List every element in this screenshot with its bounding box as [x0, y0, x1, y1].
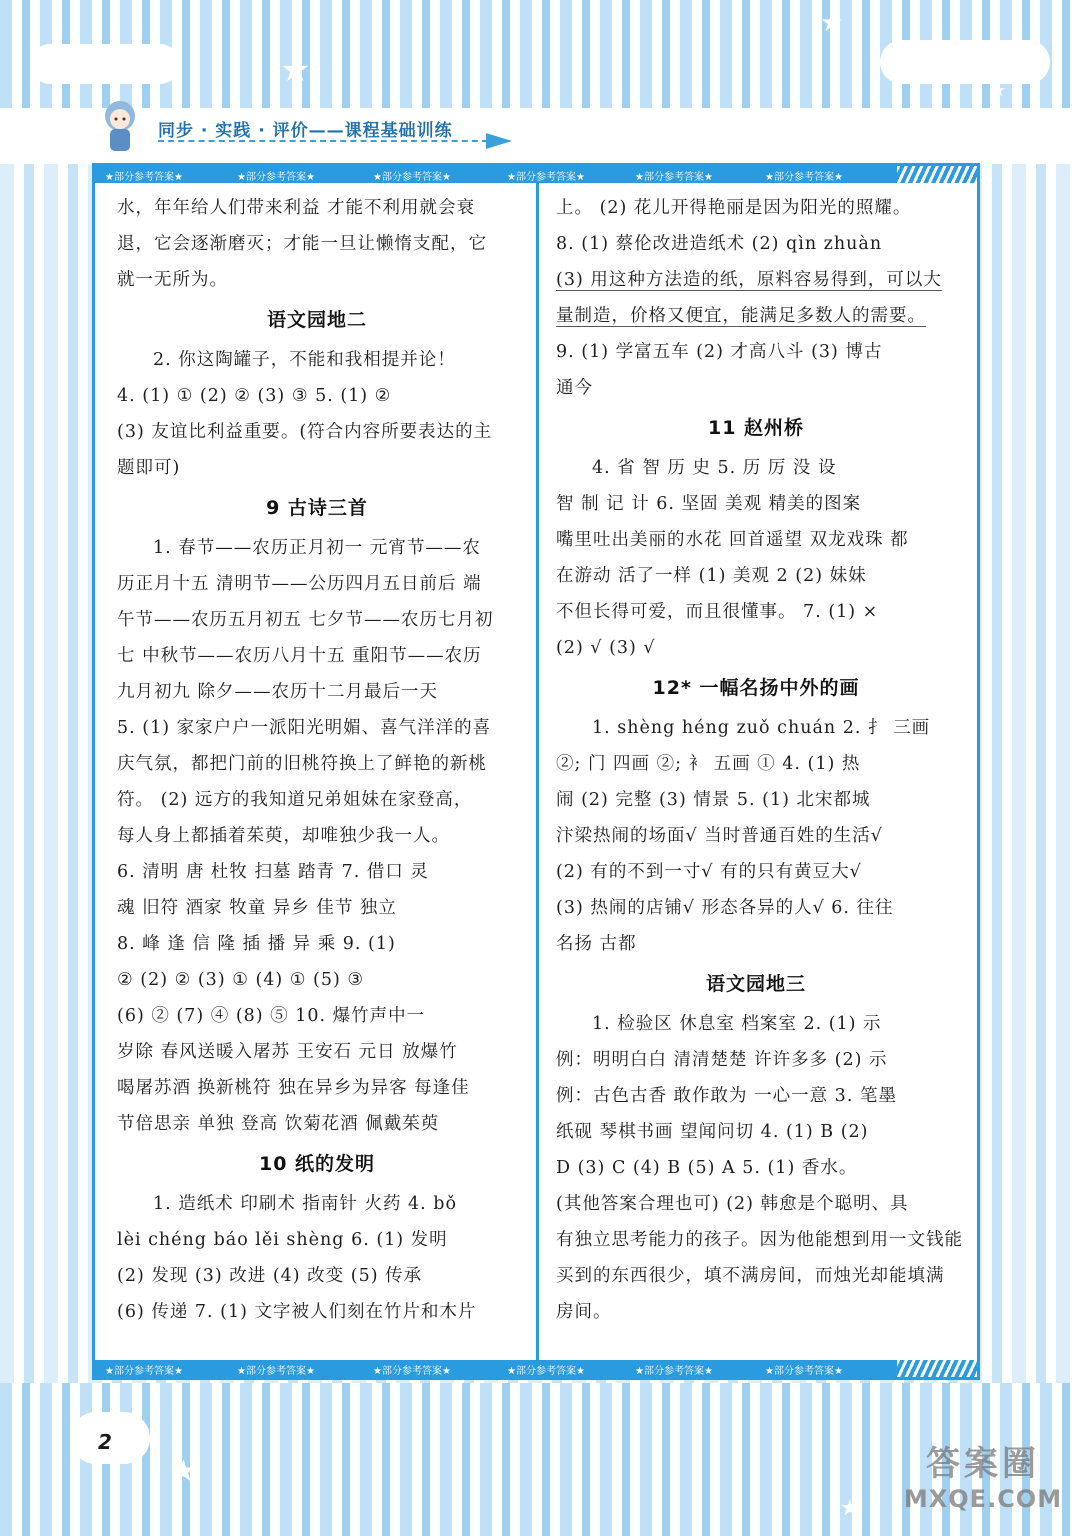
answer-line: 魂 旧符 酒家 牧童 异乡 佳节 独立 — [117, 898, 397, 918]
answer-line: 在游动 活了一样 (1) 美观 2 (2) 妹妹 — [556, 566, 867, 586]
answer-line: 九月初九 除夕——农历十二月最后一天 — [117, 682, 439, 702]
band-label: ★部分参考答案★ — [765, 1366, 843, 1377]
right-answer-column — [556, 190, 963, 1330]
answer-line: 闹 (2) 完整 (3) 情景 5. (1) 北宋都城 — [556, 790, 871, 810]
band-label: ★部分参考答案★ — [507, 1366, 585, 1377]
underlined-answer: (3) 用这种方法造的纸，原料容易得到，可以大 — [556, 270, 942, 290]
star-icon: ★ — [840, 1496, 860, 1521]
answer-line: 4. 省 智 历 史 5. 历 厉 没 设 — [592, 458, 837, 478]
section-heading: 11 赵州桥 — [707, 417, 805, 439]
band-label: ★部分参考答案★ — [105, 1366, 183, 1377]
answer-line: 4. (1) ① (2) ② (3) ③ 5. (1) ② — [117, 386, 392, 406]
answer-line: 名扬 古都 — [556, 934, 637, 954]
cartoon-girl-icon — [92, 96, 152, 156]
answer-line: 纸砚 琴棋书画 望闻问切 4. (1) B (2) — [556, 1122, 869, 1142]
section-heading: 9 古诗三首 — [266, 497, 368, 519]
star-icon: ★ — [170, 1454, 197, 1489]
answer-line: 题即可) — [117, 458, 181, 478]
answer-line: 1. 检验区 休息室 档案室 2. (1) 示 — [592, 1014, 882, 1034]
answer-line: 岁除 春风送暖入屠苏 王安石 元日 放爆竹 — [117, 1042, 458, 1062]
underlined-answer: 量制造，价格又便宜，能满足多数人的需要。 — [556, 306, 926, 326]
answer-line: 上。 (2) 花儿开得艳丽是因为阳光的照耀。 — [556, 198, 912, 218]
answer-line: 例：明明白白 清清楚楚 许许多多 (2) 示 — [556, 1050, 888, 1070]
answer-line: 退，它会逐渐磨灭；才能一旦让懒惰支配，它 — [117, 234, 487, 254]
panel-top-band — [95, 166, 977, 183]
band-label: ★部分参考答案★ — [635, 1366, 713, 1377]
section-heading: 12* 一幅名扬中外的画 — [652, 677, 860, 699]
answer-panel — [92, 163, 980, 1380]
left-answer-column — [117, 190, 517, 1330]
answer-line: ② (2) ② (3) ① (4) ① (5) ③ — [117, 970, 365, 990]
answer-line: 8. 峰 逢 信 隆 插 播 异 乘 9. (1) — [117, 934, 396, 954]
answer-line: 买到的东西很少，填不满房间，而烛光却能填满 — [556, 1266, 945, 1286]
band-label: ★部分参考答案★ — [373, 1366, 451, 1377]
answer-line: 5. (1) 家家户户一派阳光明媚、喜气洋洋的喜 — [117, 718, 492, 738]
answer-line: 房间。 — [556, 1302, 612, 1322]
answer-line: 智 制 记 计 6. 坚固 美观 精美的图案 — [556, 494, 862, 514]
answer-line: 庆气氛，都把门前的旧桃符换上了鲜艳的新桃 — [117, 754, 487, 774]
answer-line: (其他答案合理也可) (2) 韩愈是个聪明、具 — [556, 1194, 909, 1214]
band-label: ★部分参考答案★ — [507, 172, 585, 183]
answer-line: 就一无所为。 — [117, 270, 228, 290]
answer-line: (6) ② (7) ④ (8) ⑤ 10. 爆竹声中一 — [117, 1006, 426, 1026]
answer-line: 1. shèng héng zuǒ chuán 2. 扌 三画 — [592, 718, 931, 738]
answer-line: 不但长得可爱，而且很懂事。 7. (1) × — [556, 602, 879, 622]
watermark-line-1: 答案圈 — [926, 1444, 1040, 1484]
answer-line: 8. (1) 蔡伦改进造纸术 (2) qìn zhuàn — [556, 234, 883, 254]
watermark-line-2: MXQE.COM — [903, 1485, 1063, 1513]
star-icon: ★ — [820, 8, 844, 38]
answer-line: 9. (1) 学富五车 (2) 才高八斗 (3) 博古 — [556, 342, 883, 362]
answer-line: 每人身上都插着茱萸，却唯独少我一人。 — [117, 826, 450, 846]
column-divider — [536, 183, 539, 1363]
answer-line: 通今 — [556, 378, 593, 398]
answer-line: ②; 门 四画 ②; 衤 五画 ① 4. (1) 热 — [556, 754, 861, 774]
band-label: ★部分参考答案★ — [237, 1366, 315, 1377]
band-hatch — [897, 166, 977, 183]
answer-line: 有独立思考能力的孩子。因为他能想到用一文钱能 — [556, 1230, 963, 1250]
answer-line: 符。 (2) 远方的我知道兄弟姐妹在家登高， — [117, 790, 473, 810]
site-watermark — [898, 1444, 1068, 1524]
answer-line: (6) 传递 7. (1) 文字被人们刻在竹片和木片 — [117, 1302, 477, 1322]
section-heading: 10 纸的发明 — [258, 1153, 376, 1175]
answer-line: 1. 春节——农历正月初一 元宵节——农 — [153, 538, 481, 558]
answer-line: (3) 热闹的店铺√ 形态各异的人√ 6. 往往 — [556, 898, 894, 918]
answer-line: (2) √ (3) √ — [556, 638, 656, 658]
band-label: ★部分参考答案★ — [373, 172, 451, 183]
panel-bottom-band — [95, 1360, 977, 1377]
cloud-decoration — [30, 44, 180, 84]
answer-line: D (3) C (4) B (5) A 5. (1) 香水。 — [556, 1158, 858, 1178]
star-icon: ★ — [280, 50, 311, 90]
answer-line: (3) 友谊比利益重要。(符合内容所要表达的主 — [117, 422, 493, 442]
answer-line: 汴梁热闹的场面√ 当时普通百姓的生活√ — [556, 826, 883, 846]
answer-line: 2. 你这陶罐子，不能和我相提并论！ — [153, 350, 456, 370]
band-label: ★部分参考答案★ — [237, 172, 315, 183]
answer-line: 嘴里吐出美丽的水花 回首遥望 双龙戏珠 都 — [556, 530, 909, 550]
answer-line: 节倍思亲 单独 登高 饮菊花酒 佩戴茱萸 — [117, 1114, 440, 1134]
band-hatch — [897, 1360, 977, 1377]
band-label: ★部分参考答案★ — [105, 172, 183, 183]
answer-line: 例：古色古香 敢作敢为 一心一意 3. 笔墨 — [556, 1086, 897, 1106]
cloud-decoration — [880, 40, 1050, 84]
page-number: 2 — [98, 1430, 112, 1454]
section-heading: 语文园地三 — [705, 973, 806, 995]
band-label: ★部分参考答案★ — [635, 172, 713, 183]
answer-line: 历正月十五 清明节——公历四月五日前后 端 — [117, 574, 482, 594]
section-heading: 语文园地二 — [266, 309, 367, 331]
header-dashed-line — [158, 140, 488, 142]
answer-line: 午节——农历五月初五 七夕节——农历七月初 — [117, 610, 494, 630]
answer-line: 水，年年给人们带来利益 才能不利用就会衰 — [117, 198, 476, 218]
answer-line: 6. 清明 唐 杜牧 扫墓 踏青 7. 借口 灵 — [117, 862, 429, 882]
answer-line — [556, 298, 956, 334]
answer-line: 喝屠苏酒 换新桃符 独在异乡为异客 每逢佳 — [117, 1078, 470, 1098]
header-title: 同步 · 实践 · 评价——课程基础训练 — [158, 121, 453, 141]
answer-line: lèi chéng báo lěi shèng 6. (1) 发明 — [117, 1230, 448, 1250]
answer-line: 七 中秋节——农历八月十五 重阳节——农历 — [117, 646, 482, 666]
star-icon: ★ — [990, 80, 1007, 101]
answer-line: (2) 发现 (3) 改进 (4) 改变 (5) 传承 — [117, 1266, 423, 1286]
band-label: ★部分参考答案★ — [765, 172, 843, 183]
page-header — [92, 96, 532, 156]
header-arrow-icon — [486, 133, 512, 149]
answer-line: (2) 有的不到一寸√ 有的只有黄豆大√ — [556, 862, 862, 882]
answer-line — [556, 262, 956, 298]
answer-line: 1. 造纸术 印刷术 指南针 火药 4. bǒ — [153, 1194, 458, 1214]
